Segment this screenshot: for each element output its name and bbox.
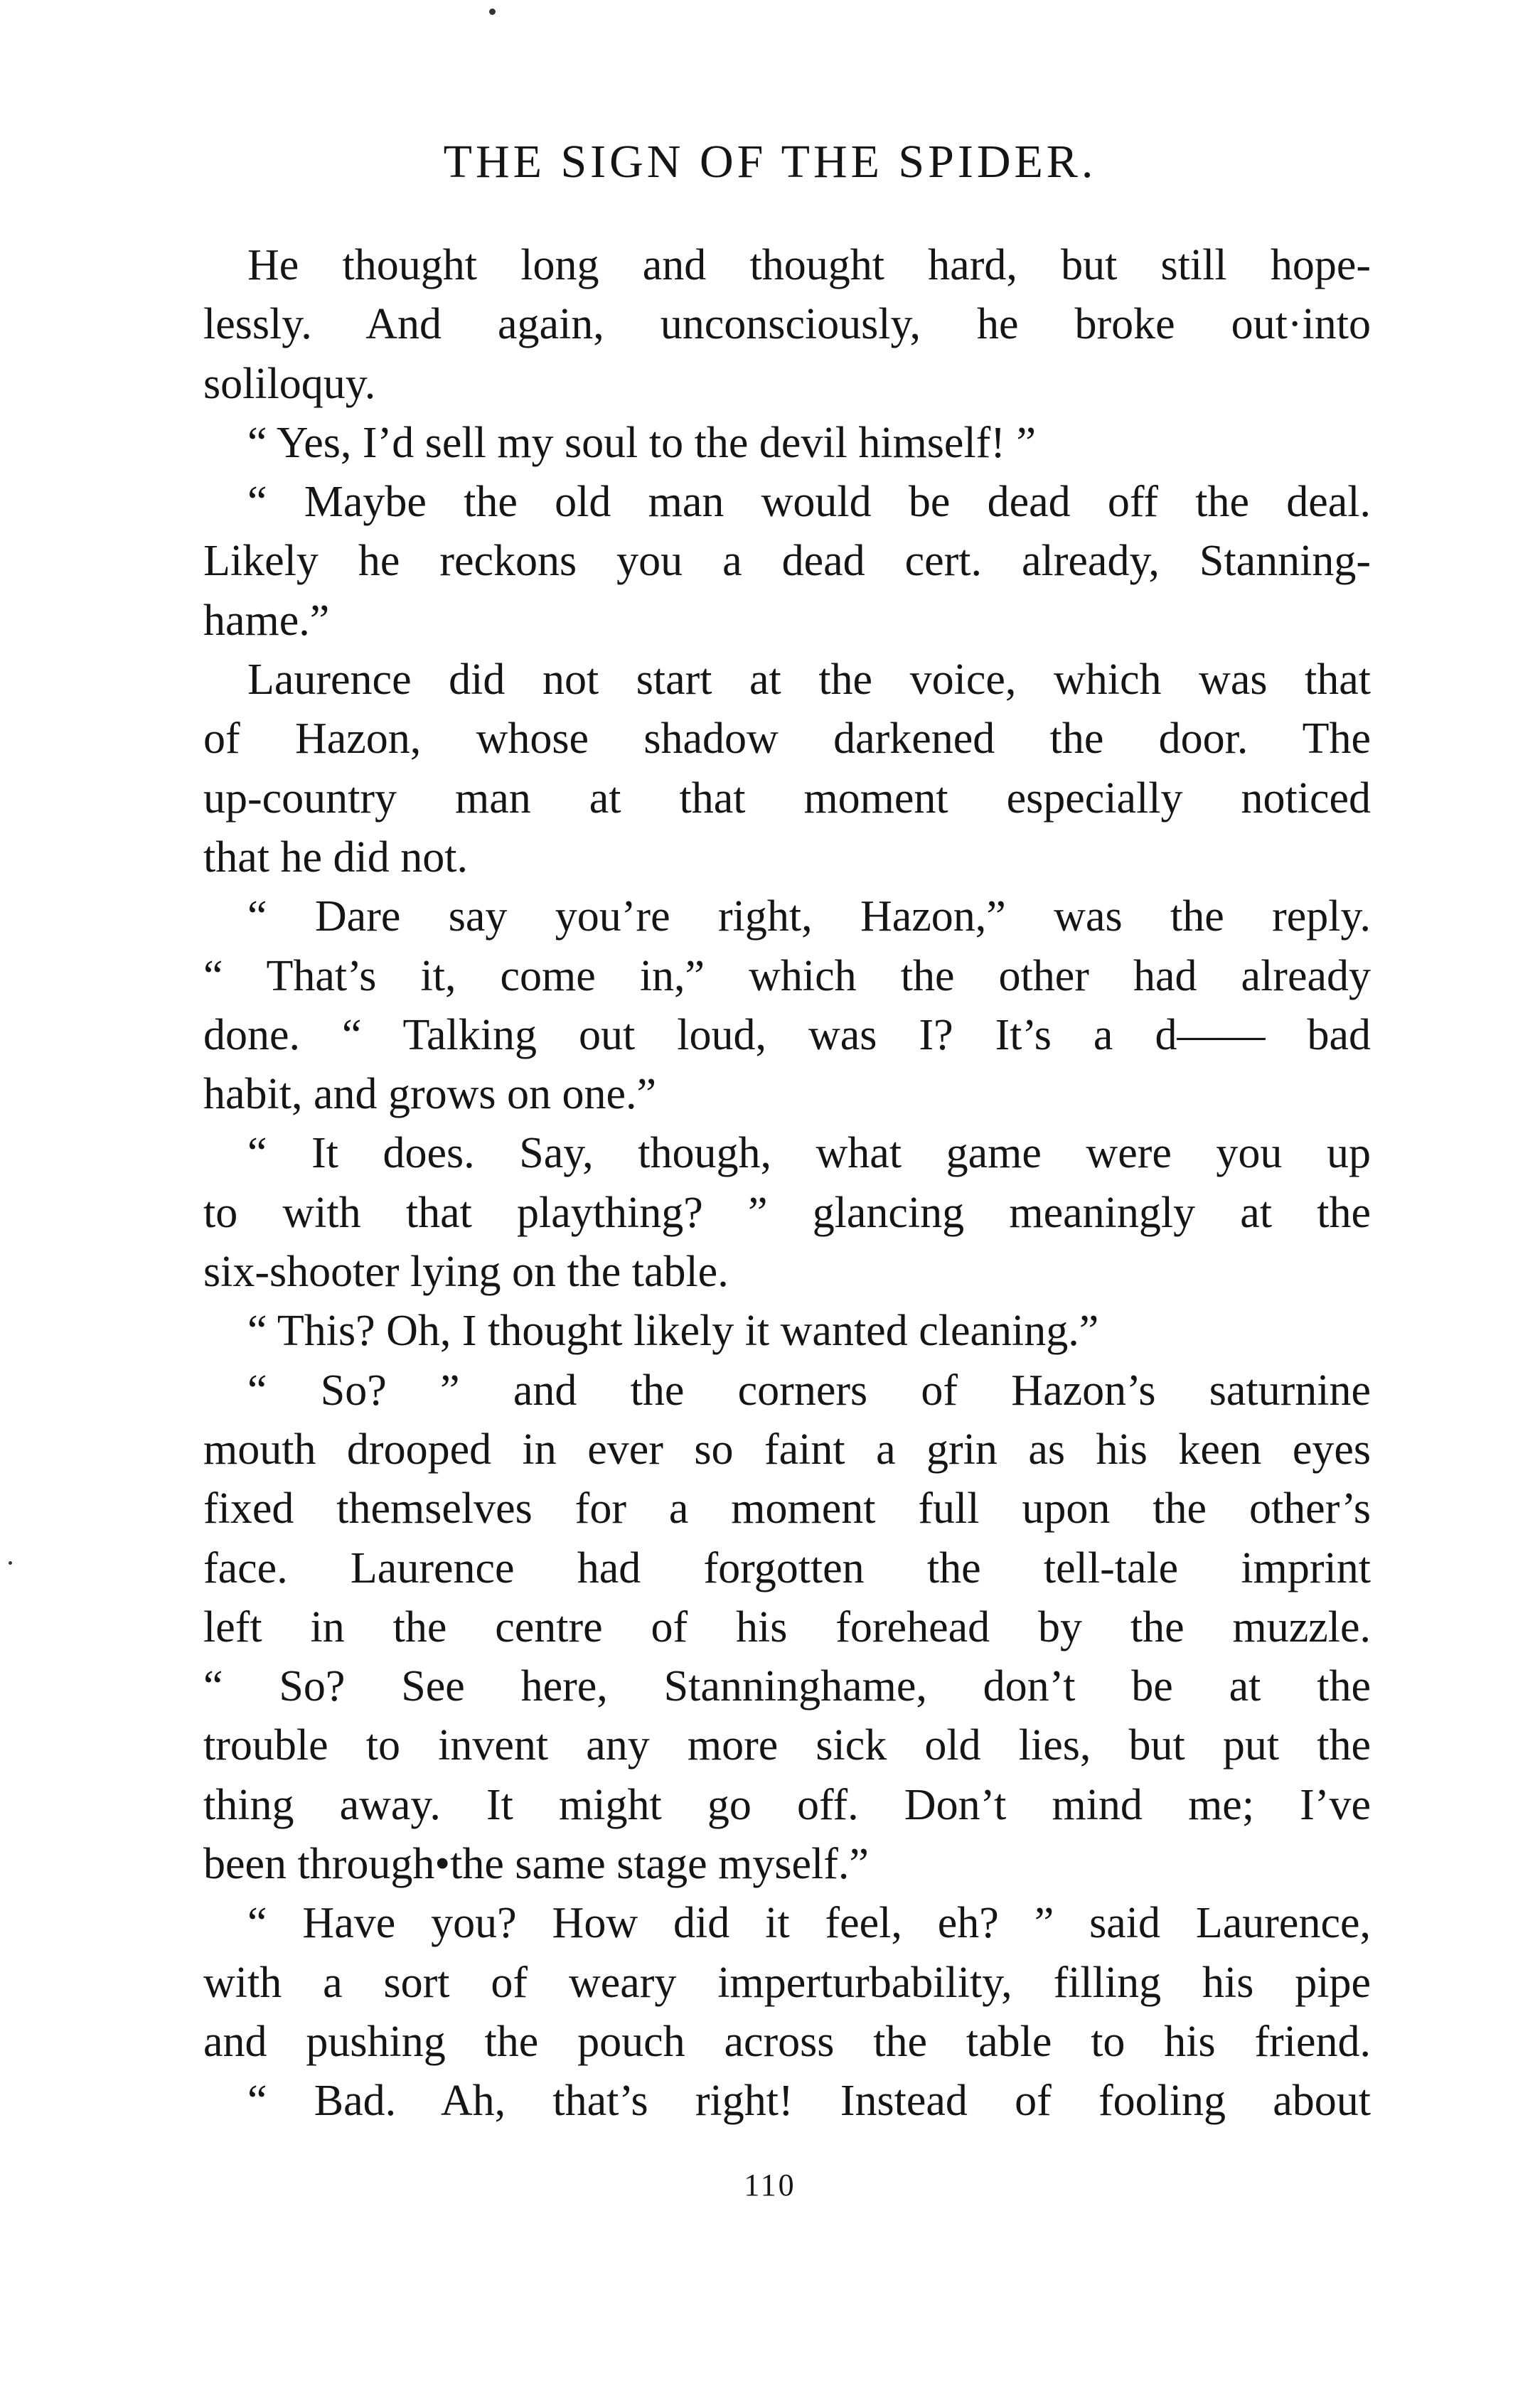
text-line: He thought long and thought hard, but still hope- [247,241,1371,289]
text-line: thing away. It might go off. Don’t mind me; I’ve [203,1780,1371,1829]
text-line: “ This? Oh, I thought likely it wanted cleaning.” [247,1307,1099,1356]
text-line: “ Bad. Ah, that’s right! Instead of fooling about [247,2077,1371,2126]
text-line: “ So? See here, Stanninghame, don’t be at the [203,1662,1371,1711]
text-line: habit, and grows on one.” [203,1070,657,1119]
ink-speck [9,1561,12,1565]
page-number: 110 [744,2168,796,2202]
text-line: “ It does. Say, though, what game were you up [247,1129,1371,1178]
text-line: to with that plaything? ” glancing meaningly at the [203,1188,1371,1237]
text-line: been through•the same stage myself.” [203,1840,869,1889]
text-line: trouble to invent any more sick old lies, but put the [203,1721,1371,1770]
text-line: “ That’s it, come in,” which the other had already [203,951,1371,1000]
text-line: “ So? ” and the corners of Hazon’s saturnine [247,1366,1371,1415]
text-line: Likely he reckons you a dead cert. already, Stanning- [203,537,1371,586]
ink-speck [489,9,496,15]
text-line: lessly. And again, unconsciously, he broke out·into [203,300,1371,349]
text-line: six-shooter lying on the table. [203,1248,729,1297]
running-title: THE SIGN OF THE SPIDER. [443,136,1097,188]
text-line: left in the centre of his forehead by the muzzle. [203,1602,1371,1651]
text-line: hame.” [203,596,330,645]
text-line: up-country man at that moment especially noticed [203,773,1371,823]
text-line: face. Laurence had forgotten the tell-tale imprint [203,1543,1371,1592]
text-line: done. “ Talking out loud, was I? It’s a d—— bad [203,1010,1371,1059]
text-line: fixed themselves for a moment full upon the other’s [203,1484,1371,1533]
text-line: mouth drooped in ever so faint a grin as his keen eyes [203,1425,1371,1474]
text-line: of Hazon, whose shadow darkened the door. The [203,714,1371,764]
text-line: “ Maybe the old man would be dead off the deal. [247,478,1371,527]
text-line: with a sort of weary imperturbability, filling his pipe [203,1958,1371,2007]
body-text [203,236,1371,2131]
text-line: “ Have you? How did it feel, eh? ” said Laurence, [247,1899,1371,1948]
text-line: and pushing the pouch across the table to his friend. [203,2017,1371,2066]
text-line: Laurence did not start at the voice, which was that [247,655,1371,705]
text-line: “ Yes, I’d sell my soul to the devil himself! ” [247,418,1036,467]
text-line: “ Dare say you’re right, Hazon,” was the reply. [247,892,1371,941]
text-line: soliloquy. [203,359,376,408]
text-line: that he did not. [203,832,468,882]
